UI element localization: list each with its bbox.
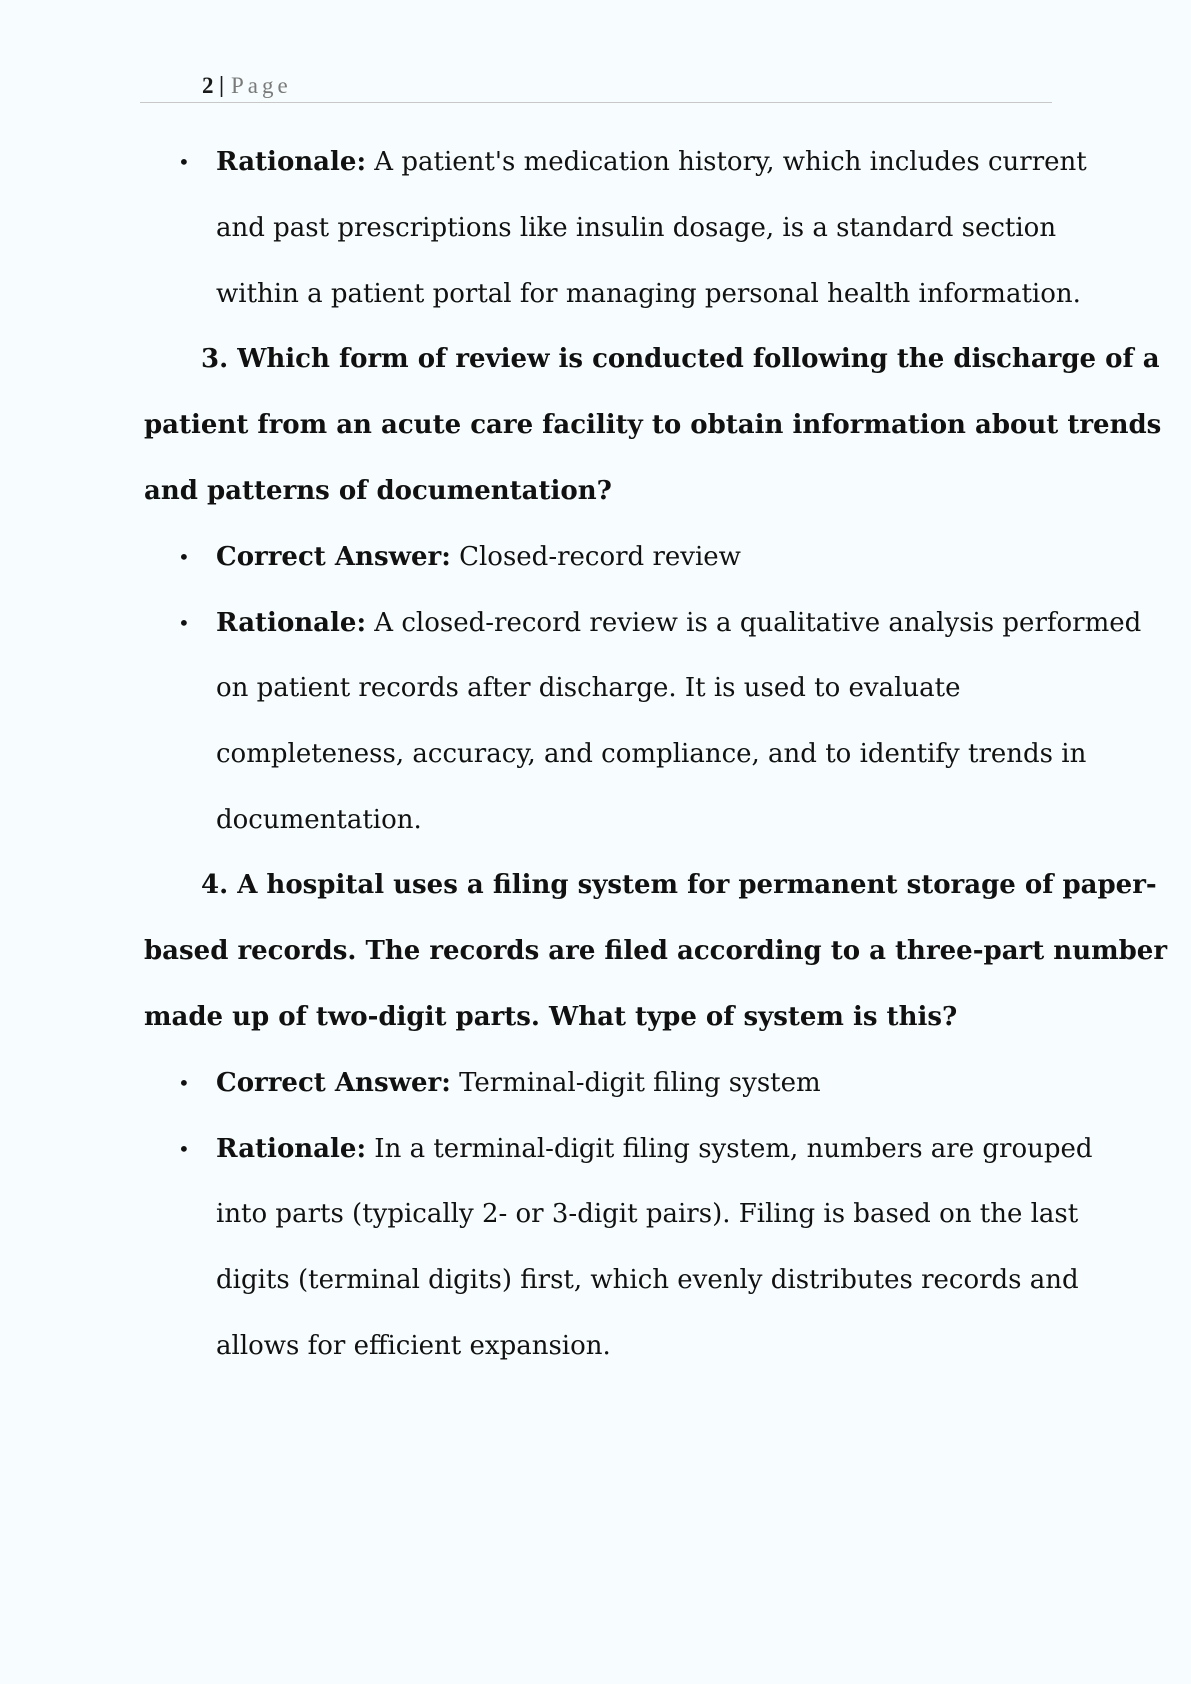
- rationale-line: on patient records after discharge. It is used to evaluate: [216, 673, 961, 703]
- bullet-icon: •: [178, 545, 190, 569]
- question-4-text: 4. A hospital uses a filing system for permanent storage of paper-: [201, 870, 1157, 900]
- rationale-label: Rationale:: [216, 608, 367, 638]
- rationale-text: A patient's medication history, which includes current: [366, 147, 1087, 177]
- rationale-line: [216, 146, 1087, 178]
- answer-line: [216, 541, 741, 573]
- rationale-line: within a patient portal for managing personal health information.: [216, 279, 1081, 309]
- bullet-icon: •: [178, 1071, 190, 1095]
- rationale-line: [216, 607, 1141, 639]
- rationale-line: and past prescriptions like insulin dosage, is a standard section: [216, 213, 1057, 243]
- bullet-icon: •: [178, 1137, 190, 1161]
- bullet-icon: •: [178, 611, 190, 635]
- page-header: [140, 70, 1052, 103]
- page-number: 2: [202, 73, 214, 98]
- question-4-text: based records. The records are filed according to a three-part number: [144, 936, 1168, 966]
- rationale-line: documentation.: [216, 805, 422, 835]
- answer-text: Terminal-digit filing system: [450, 1068, 821, 1098]
- rationale-text: A closed-record review is a qualitative analysis performed: [366, 608, 1142, 638]
- rationale-text: In a terminal-digit filing system, numbers are grouped: [366, 1134, 1093, 1164]
- page-label: Page: [231, 73, 292, 98]
- rationale-line: [216, 1133, 1093, 1165]
- rationale-label: Rationale:: [216, 147, 367, 177]
- answer-label: Correct Answer:: [216, 542, 451, 572]
- rationale-line: allows for efficient expansion.: [216, 1331, 611, 1361]
- answer-label: Correct Answer:: [216, 1068, 451, 1098]
- question-3-text: 3. Which form of review is conducted following the discharge of a: [201, 344, 1160, 374]
- header-separator: |: [219, 72, 225, 97]
- question-4-text: made up of two-digit parts. What type of system is this?: [144, 1002, 958, 1032]
- question-3-text: patient from an acute care facility to obtain information about trends: [144, 410, 1162, 440]
- rationale-label: Rationale:: [216, 1134, 367, 1164]
- rationale-line: into parts (typically 2- or 3-digit pairs). Filing is based on the last: [216, 1199, 1079, 1229]
- bullet-icon: •: [178, 150, 190, 174]
- answer-text: Closed-record review: [450, 542, 741, 572]
- rationale-line: completeness, accuracy, and compliance, and to identify trends in: [216, 739, 1087, 769]
- rationale-line: digits (terminal digits) first, which evenly distributes records and: [216, 1265, 1079, 1295]
- question-3-text: and patterns of documentation?: [144, 476, 612, 506]
- answer-line: [216, 1067, 821, 1099]
